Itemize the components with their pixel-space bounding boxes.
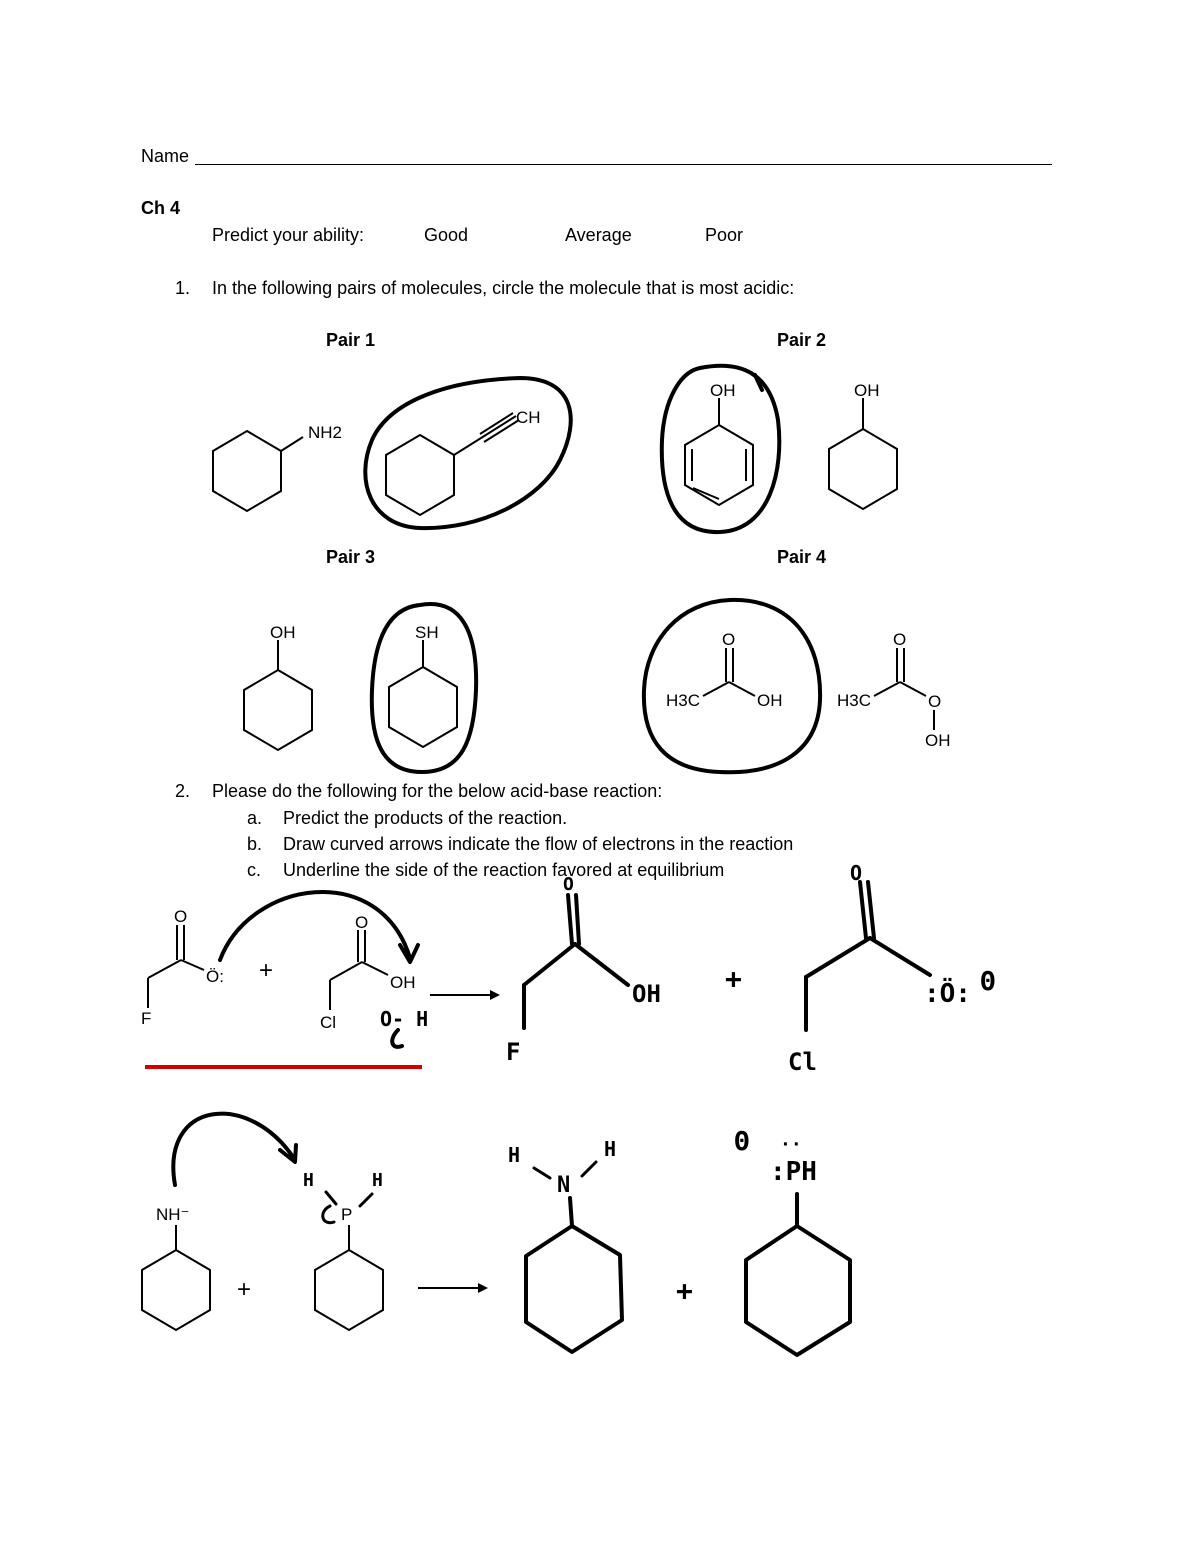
peracetic-acid[interactable] [837, 630, 951, 750]
pair-1-label: Pair 1 [326, 330, 376, 350]
p2-cl-label: Cl [788, 1048, 817, 1076]
pair3-sh-label: SH [415, 623, 439, 642]
r1-o-label: O [174, 907, 188, 926]
r1-note: O- H [380, 1007, 429, 1031]
p4-dots-label: ·· [780, 1134, 802, 1155]
ability-poor[interactable]: Poor [705, 225, 744, 245]
fluoroacetate[interactable] [141, 907, 224, 1028]
predict-label: Predict your ability: [212, 225, 365, 245]
r1-plus: + [259, 957, 274, 984]
r2b-h1-label: H [303, 1170, 314, 1191]
acetic-h3c-label: H3C [666, 691, 701, 710]
q2-a-text: Predict the products of the reaction. [283, 808, 568, 828]
cyclohexylamine[interactable] [213, 423, 342, 511]
pair-3-label: Pair 3 [326, 547, 376, 567]
r2b-p-label: P [341, 1205, 353, 1224]
r2a-nh-label: NH⁻ [156, 1205, 190, 1224]
cyclohexylphosphide-product[interactable] [734, 1127, 850, 1355]
peracetic-o1-label: O [893, 630, 907, 649]
chapter-label: Ch 4 [141, 198, 181, 218]
cyclohexanol-oh-label: OH [854, 381, 880, 400]
r2-plus: + [237, 1276, 252, 1303]
p1-oh-label: OH [632, 980, 661, 1008]
p1-o-label: O [563, 874, 574, 895]
r2-reaction-arrow [418, 1283, 488, 1293]
fluoroacetic-acid-product[interactable] [506, 874, 661, 1066]
q2-text: Please do the following for the below acid-base reaction: [212, 781, 663, 801]
acetic-acid[interactable] [666, 630, 783, 710]
r2-cl-label: Cl [320, 1013, 337, 1032]
q2-b-letter: b. [247, 834, 263, 854]
p1-plus: + [725, 962, 742, 995]
q2-number: 2. [175, 781, 191, 801]
r2-o-label: O [355, 913, 369, 932]
q2-c-letter: c. [247, 860, 262, 880]
r1-f-label: F [141, 1009, 152, 1028]
r1-reaction-arrow [430, 990, 500, 1000]
ability-good[interactable]: Good [424, 225, 469, 245]
r1-curved-arrow[interactable] [220, 892, 418, 962]
q2-a-letter: a. [247, 808, 263, 828]
p2-ominus-label: :Ö: [924, 979, 971, 1009]
cyclohexylacetylene[interactable] [386, 408, 541, 515]
r2b-h2-label: H [372, 1170, 383, 1191]
circle-pair4[interactable] [644, 600, 820, 772]
nh2-label: NH2 [308, 423, 343, 442]
cyclohexanol-pair3[interactable] [244, 623, 312, 750]
p4-ph-label: :PH [770, 1157, 817, 1187]
ability-average[interactable]: Average [565, 225, 632, 245]
peracetic-h3c-label: H3C [837, 691, 872, 710]
q1-text: In the following pairs of molecules, circle the molecule that is most acidic: [212, 278, 795, 298]
peracetic-oh-label: OH [925, 731, 951, 750]
circle-pair1[interactable] [365, 378, 570, 528]
cyclohexanol[interactable] [829, 381, 897, 509]
p4-charge-label: Θ [734, 1127, 750, 1157]
acetic-o-label: O [722, 630, 736, 649]
pair3-oh-label: OH [270, 623, 296, 642]
p3-n-label: N [557, 1173, 571, 1198]
cyclohexylphosphine[interactable] [303, 1170, 383, 1330]
r1-small-arrow[interactable] [392, 1030, 402, 1047]
cyclohexanethiol[interactable] [389, 623, 457, 747]
q2-b-text: Draw curved arrows indicate the flow of electrons in the reaction [283, 834, 794, 854]
p1-f-label: F [506, 1038, 521, 1066]
phenol-oh-label: OH [710, 381, 736, 400]
p2-o-label: O [850, 861, 863, 885]
r2-curved-arrow[interactable] [173, 1114, 296, 1185]
p3-h1-label: H [508, 1143, 521, 1167]
p2-charge-label: Θ [980, 967, 996, 997]
pair-4-label: Pair 4 [777, 547, 827, 567]
p3-h2-label: H [604, 1137, 617, 1161]
r2-oh-label: OH [390, 973, 416, 992]
p3-plus: + [676, 1274, 693, 1307]
cyclohexylamide[interactable] [142, 1205, 210, 1330]
acetic-oh-label: OH [757, 691, 783, 710]
peracetic-o2-label: O [928, 692, 942, 711]
pair-2-label: Pair 2 [777, 330, 827, 350]
q2-c-text: Underline the side of the reaction favored at equilibrium [283, 860, 725, 880]
cyclohexylamine-product[interactable] [508, 1137, 622, 1352]
q1-number: 1. [175, 278, 191, 298]
r1-ominus-label: Ö: [206, 967, 224, 986]
phenol[interactable] [685, 381, 753, 505]
ch-label: CH [516, 408, 541, 427]
chloroacetate-product[interactable] [788, 861, 996, 1076]
name-label: Name [141, 146, 190, 166]
